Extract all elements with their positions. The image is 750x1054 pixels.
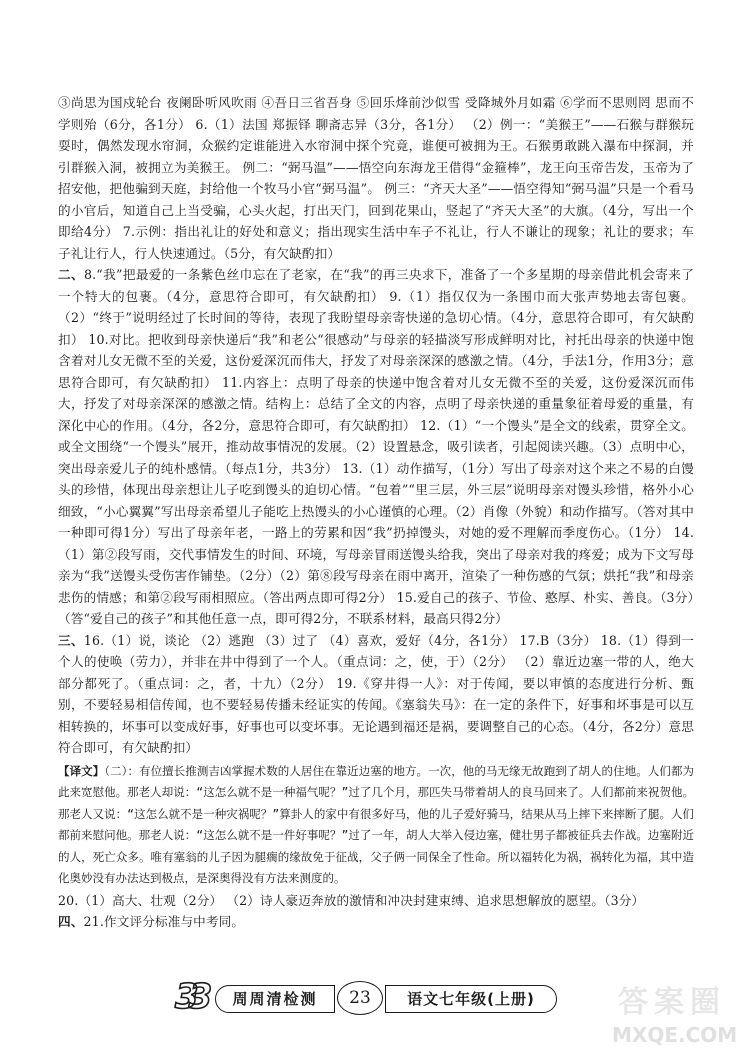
- watermark-logo: 答案圈: [618, 985, 726, 1020]
- section-three-marker: 三、: [58, 632, 84, 648]
- book-title: 语文七年级(上册): [385, 985, 557, 1013]
- answers-section-four: [58, 911, 694, 933]
- section-four-marker: 四、: [58, 914, 84, 929]
- section-four-text: 21.作文评分标准与中考同。: [83, 914, 245, 929]
- section-two-marker: 二、: [58, 267, 84, 282]
- translation-note: [58, 761, 694, 890]
- series-title: 周周清检测: [215, 985, 335, 1013]
- page-footer: [175, 975, 570, 1019]
- translation-label: 【译文】: [58, 763, 105, 778]
- section-two-text: 8.“我”把最爱的一条紫色丝巾忘在了老家，在“我”的再三央求下，准备了一个多星期的母亲借此机会寄来了一个特大的包裹。（4分，意思符合即可，有欠缺酌扣） 9.（1）指仅仅为一条围巾而大张声势地去寄包裹。（2）“终于”说明经过了长时间的等待，表现了我盼望母亲寄快递的急切心情。（4分，意思符合即可，有欠缺酌扣） 10.对比。把收到母亲快递后“我”和老公“很感动”与母亲的轻描淡写形成鲜明对比，衬托出母亲的快递中饱含着对儿女无微不至的关爱，这份爱深沉而伟大，抒发了对母亲深深的感激之情。（4分，手法1分，作用3分；意思符合即可，有欠缺酌扣） 11.内容上：点明了母亲的快递中饱含着对儿女无微不至的关爱，这份爱深沉而伟大，抒发了对母亲深深的感激之情。结构上：总结了全文的内容，点明了母亲快递的重量象征着母爱的重量，有深化中心的作用。（4分，各2分，意思符合即可，有欠缺酌扣） 12.（1）“一个馒头”是全文的线索，贯穿全文。或全文围绕“一个馒头”展开，推动故事情况的发展。（2）设置悬念，吸引读者，引起阅读兴趣。（3）点明中心，突出母亲爱儿子的纯朴感情。（每点1分，共3分） 13.（1）动作描写，（1分）写出了母亲对这个来之不易的白馒头的珍惜，体现出母亲想让儿子吃到馒头的迫切心情。“包着”“里三层，外三层”说明母亲对馒头珍惜，格外小心细致，“小心翼翼”写出母亲希望儿子能吃上热馒头的小心谨慎的心理。（2）肖像（外貌）和动作描写。（答对其中一种即可得1分）写出了母亲年老，一路上的劳累和因“我”扔掉馒头，对她的爱不理解而季度伤心。（1分） 14.（1）第②段写雨，交代事情发生的时间、环境，写母亲冒雨送馒头给我，突出了母亲对我的疼爱；成为下文写母亲为“我”送馒头受伤害作铺垫。（2分）（2）第⑧段写母亲在雨中离开，渲染了一种伤感的气氛；烘托“我”和母亲悲伤的情感；和第②段写雨相照应。（答出两点即可得2分） 15.爱自己的孩子、节俭、憨厚、朴实、善良。（3分）（答“爱自己的孩子”和其他任意一点，即可得2分，不联系材料，最高只得2分）: [58, 267, 694, 626]
- answer-20: 20.（1）高大、壮观（2分） （2）诗人豪迈奔放的激情和冲决封建束缚、追求思想解放的愿望。（3分）: [58, 892, 645, 908]
- answers-section-one: ③尚思为国戍轮台 夜阑卧听风吹雨 ④吾日三省吾身 ⑤回乐烽前沙似雪 受降城外月如霜 ⑥学而不思则罔 思而不学则殆（6分，各1分） 6.（1）法国 郑振铎 聊斋志异（3分，各1分） （2）例一：“美猴王”——石猴与群猴玩耍时，偶然发现水帘洞，众猴约定谁能进入水帘洞中探个究竟，谁便可被拥为王。石猴勇敢跳入瀑布中探洞，并引群猴入洞，被拥立为美猴王。 例二：“弼马温”——悟空向东海龙王借得“金箍棒”，龙王向玉帝告发，玉帝为了招安他，把他骗到天庭，封给他一个牧马小官“弼马温”。 例三：“齐天大圣”——悟空得知“弼马温”只是一个看马的小官后，知道自己上当受骗，心头火起，打出天门，回到花果山，竖起了“齐天大圣”的大旗。（4分，写出一个即给4分） 7.示例：指出礼让的好处和意义；指出现实生活中车子不礼让，行人不谦让的现象；礼让的要求；车子礼让行人，行人快速通过。（5分，有欠缺酌扣）: [58, 95, 695, 261]
- answers-section-two: [58, 264, 694, 630]
- page-number: 23: [337, 981, 383, 1015]
- answer-page-body: [58, 92, 694, 933]
- series-logo-icon: 33: [175, 977, 203, 1017]
- watermark-url: MXQE.COM: [612, 1023, 738, 1047]
- answers-section-three: [58, 630, 694, 759]
- section-three-text: 16.（1）说，谈论 （2）逃跑 （3）过了 （4）喜欢，爱好（4分，各1分） 17.B（3分） 18.（1）得到一个人的使唤（劳力），并非在井中得到了一个人。（重点词：之，使，于）（2分） （2）靠近边塞一带的人，绝大部分都死了。（重点词：之，者，十九）（2分） 19.《穿井得一人》：对于传闻，要以审慎的态度进行分析、甄别，不要轻易相信传闻，也不要轻易传播未经证实的传闻。《塞翁失马》：在一定的条件下，好事和坏事是可以互相转换的，坏事可以变成好事，好事也可以变坏事。无论遇到福还是祸，要调整自己的心态。（4分，各2分）意思符合即可，有欠缺酌扣）: [58, 632, 694, 755]
- translation-text: （二）：有位擅长推测吉凶掌握术数的人居住在靠近边塞的地方。一次，他的马无缘无故跑到了胡人的住地。人们都为此来宽慰他。那老人却说：“这怎么就不是一种福气呢？”过了几个月，那匹失马带着胡人的良马回来了。人们都前来祝贺他。那老人又说：“这怎么就不是一种灾祸呢？”算卦人的家中有很多好马，他的儿子爱好骑马，结果从马上摔下来摔断了腿。人们都前来慰问他。那老人说：“这怎么就不是一件好事呢？”过了一年，胡人大举入侵边塞，健壮男子都被征兵去作战。边塞附近的人，死亡众多。唯有塞翁的儿子因为腿瘸的缘故免于征战，父子俩一同保全了性命。所以福转化为祸，祸转化为福，其中造化奥妙没有办法达到极点，是深奥得没有方法来测度的。: [58, 763, 695, 885]
